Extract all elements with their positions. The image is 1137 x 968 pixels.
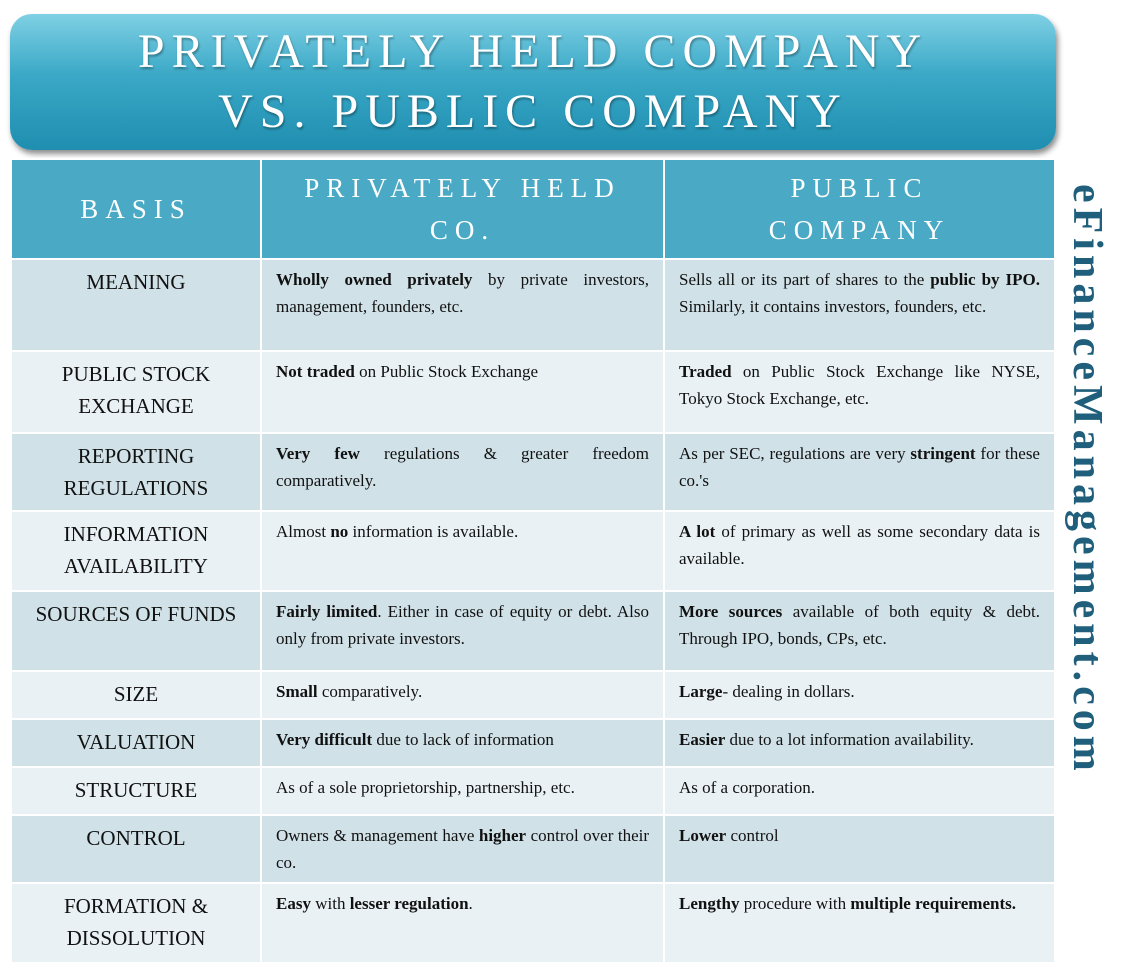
cell-text: Similarly, it contains investors, founders, etc. xyxy=(679,297,987,316)
private-cell xyxy=(261,433,664,511)
cell-text: Owners & management have xyxy=(276,826,479,845)
emphasis-text: higher xyxy=(478,826,527,845)
basis-cell: VALUATION xyxy=(11,719,261,767)
basis-cell: SOURCES OF FUNDS xyxy=(11,591,261,671)
public-cell xyxy=(664,883,1055,963)
emphasis-text: Large xyxy=(679,682,723,701)
header-public: PUBLIC COMPANY xyxy=(664,159,1055,259)
emphasis-text: Fairly limited xyxy=(276,602,378,621)
basis-cell: FORMATION & DISSOLUTION xyxy=(11,883,261,963)
private-cell xyxy=(261,883,664,963)
emphasis-text: A lot xyxy=(679,522,716,541)
public-cell xyxy=(664,591,1055,671)
table-row xyxy=(11,591,1055,671)
public-cell xyxy=(664,351,1055,433)
cell-text: with xyxy=(310,894,350,913)
emphasis-text: More sources xyxy=(679,602,783,621)
basis-cell: STRUCTURE xyxy=(11,767,261,815)
cell-text: control xyxy=(726,826,779,845)
emphasis-text: public by IPO. xyxy=(930,270,1040,289)
emphasis-text: Small xyxy=(276,682,318,701)
cell-text: available of both equity & debt. Through IPO, bonds, CPs, etc. xyxy=(679,602,1040,648)
table-row xyxy=(11,883,1055,963)
cell-text: comparatively. xyxy=(317,682,423,701)
public-cell xyxy=(664,671,1055,719)
emphasis-text: Easy xyxy=(276,894,311,913)
table-row xyxy=(11,511,1055,591)
emphasis-text: Easier xyxy=(679,730,726,749)
emphasis-text: multiple requirements. xyxy=(850,894,1016,913)
cell-text: control over their co. xyxy=(276,826,649,872)
cell-text: information is available. xyxy=(348,522,519,541)
cell-text: due to a lot information availability. xyxy=(725,730,974,749)
emphasis-text: lesser regulation xyxy=(349,894,469,913)
emphasis-text: stringent xyxy=(910,444,976,463)
private-cell xyxy=(261,719,664,767)
title-line-2: VS. PUBLIC COMPANY xyxy=(218,85,848,138)
header-row xyxy=(11,159,1055,259)
emphasis-text: Lengthy xyxy=(679,894,740,913)
cell-text: procedure with xyxy=(739,894,851,913)
emphasis-text: Very few xyxy=(276,444,360,463)
emphasis-text: Traded xyxy=(679,362,732,381)
table-row xyxy=(11,259,1055,351)
private-cell xyxy=(261,815,664,883)
cell-text: for these co.'s xyxy=(679,444,1040,490)
table-row xyxy=(11,671,1055,719)
cell-text: - dealing in dollars. xyxy=(722,682,855,701)
private-cell xyxy=(261,767,664,815)
public-cell xyxy=(664,433,1055,511)
basis-cell: INFORMATION AVAILABILITY xyxy=(11,511,261,591)
table-row xyxy=(11,351,1055,433)
header-private: PRIVATELY HELD CO. xyxy=(261,159,664,259)
public-cell xyxy=(664,719,1055,767)
table-row xyxy=(11,719,1055,767)
table-row xyxy=(11,433,1055,511)
public-cell xyxy=(664,767,1055,815)
header-basis: BASIS xyxy=(11,159,261,259)
private-cell xyxy=(261,351,664,433)
title-line-1: PRIVATELY HELD COMPANY xyxy=(137,25,929,78)
private-cell xyxy=(261,259,664,351)
cell-text: Almost xyxy=(276,522,331,541)
basis-cell: CONTROL xyxy=(11,815,261,883)
comparison-table xyxy=(10,158,1056,964)
cell-text: Sells all or its part of shares to the xyxy=(679,270,931,289)
cell-text: As per SEC, regulations are very xyxy=(679,444,911,463)
cell-text: of primary as well as some secondary data is available. xyxy=(679,522,1040,568)
cell-text: As of a sole proprietorship, partnership, etc. xyxy=(276,778,575,797)
cell-text: on Public Stock Exchange like NYSE, Tokyo Stock Exchange, etc. xyxy=(679,362,1040,408)
basis-cell: SIZE xyxy=(11,671,261,719)
basis-cell: REPORTING REGULATIONS xyxy=(11,433,261,511)
cell-text: . Either in case of equity or debt. Also only from private investors. xyxy=(276,602,649,648)
cell-text: by private investors, management, founders, etc. xyxy=(276,270,649,316)
table-row xyxy=(11,767,1055,815)
private-cell xyxy=(261,591,664,671)
watermark-text: eFinanceManagement.com xyxy=(1064,184,1110,776)
watermark xyxy=(1064,40,1110,920)
emphasis-text: Very difficult xyxy=(276,730,373,749)
basis-cell: PUBLIC STOCK EXCHANGE xyxy=(11,351,261,433)
private-cell xyxy=(261,671,664,719)
emphasis-text: Lower xyxy=(679,826,727,845)
private-cell xyxy=(261,511,664,591)
basis-cell: MEANING xyxy=(11,259,261,351)
table-row xyxy=(11,815,1055,883)
emphasis-text: Wholly owned privately xyxy=(276,270,473,289)
public-cell xyxy=(664,511,1055,591)
cell-text: As of a corporation. xyxy=(679,778,815,797)
title-banner xyxy=(10,14,1056,150)
emphasis-text: Not traded xyxy=(276,362,355,381)
cell-text: due to lack of information xyxy=(372,730,554,749)
emphasis-text: no xyxy=(330,522,349,541)
cell-text: . xyxy=(468,894,473,913)
public-cell xyxy=(664,815,1055,883)
public-cell xyxy=(664,259,1055,351)
cell-text: on Public Stock Exchange xyxy=(354,362,539,381)
cell-text: regulations & greater freedom comparatively. xyxy=(276,444,649,490)
